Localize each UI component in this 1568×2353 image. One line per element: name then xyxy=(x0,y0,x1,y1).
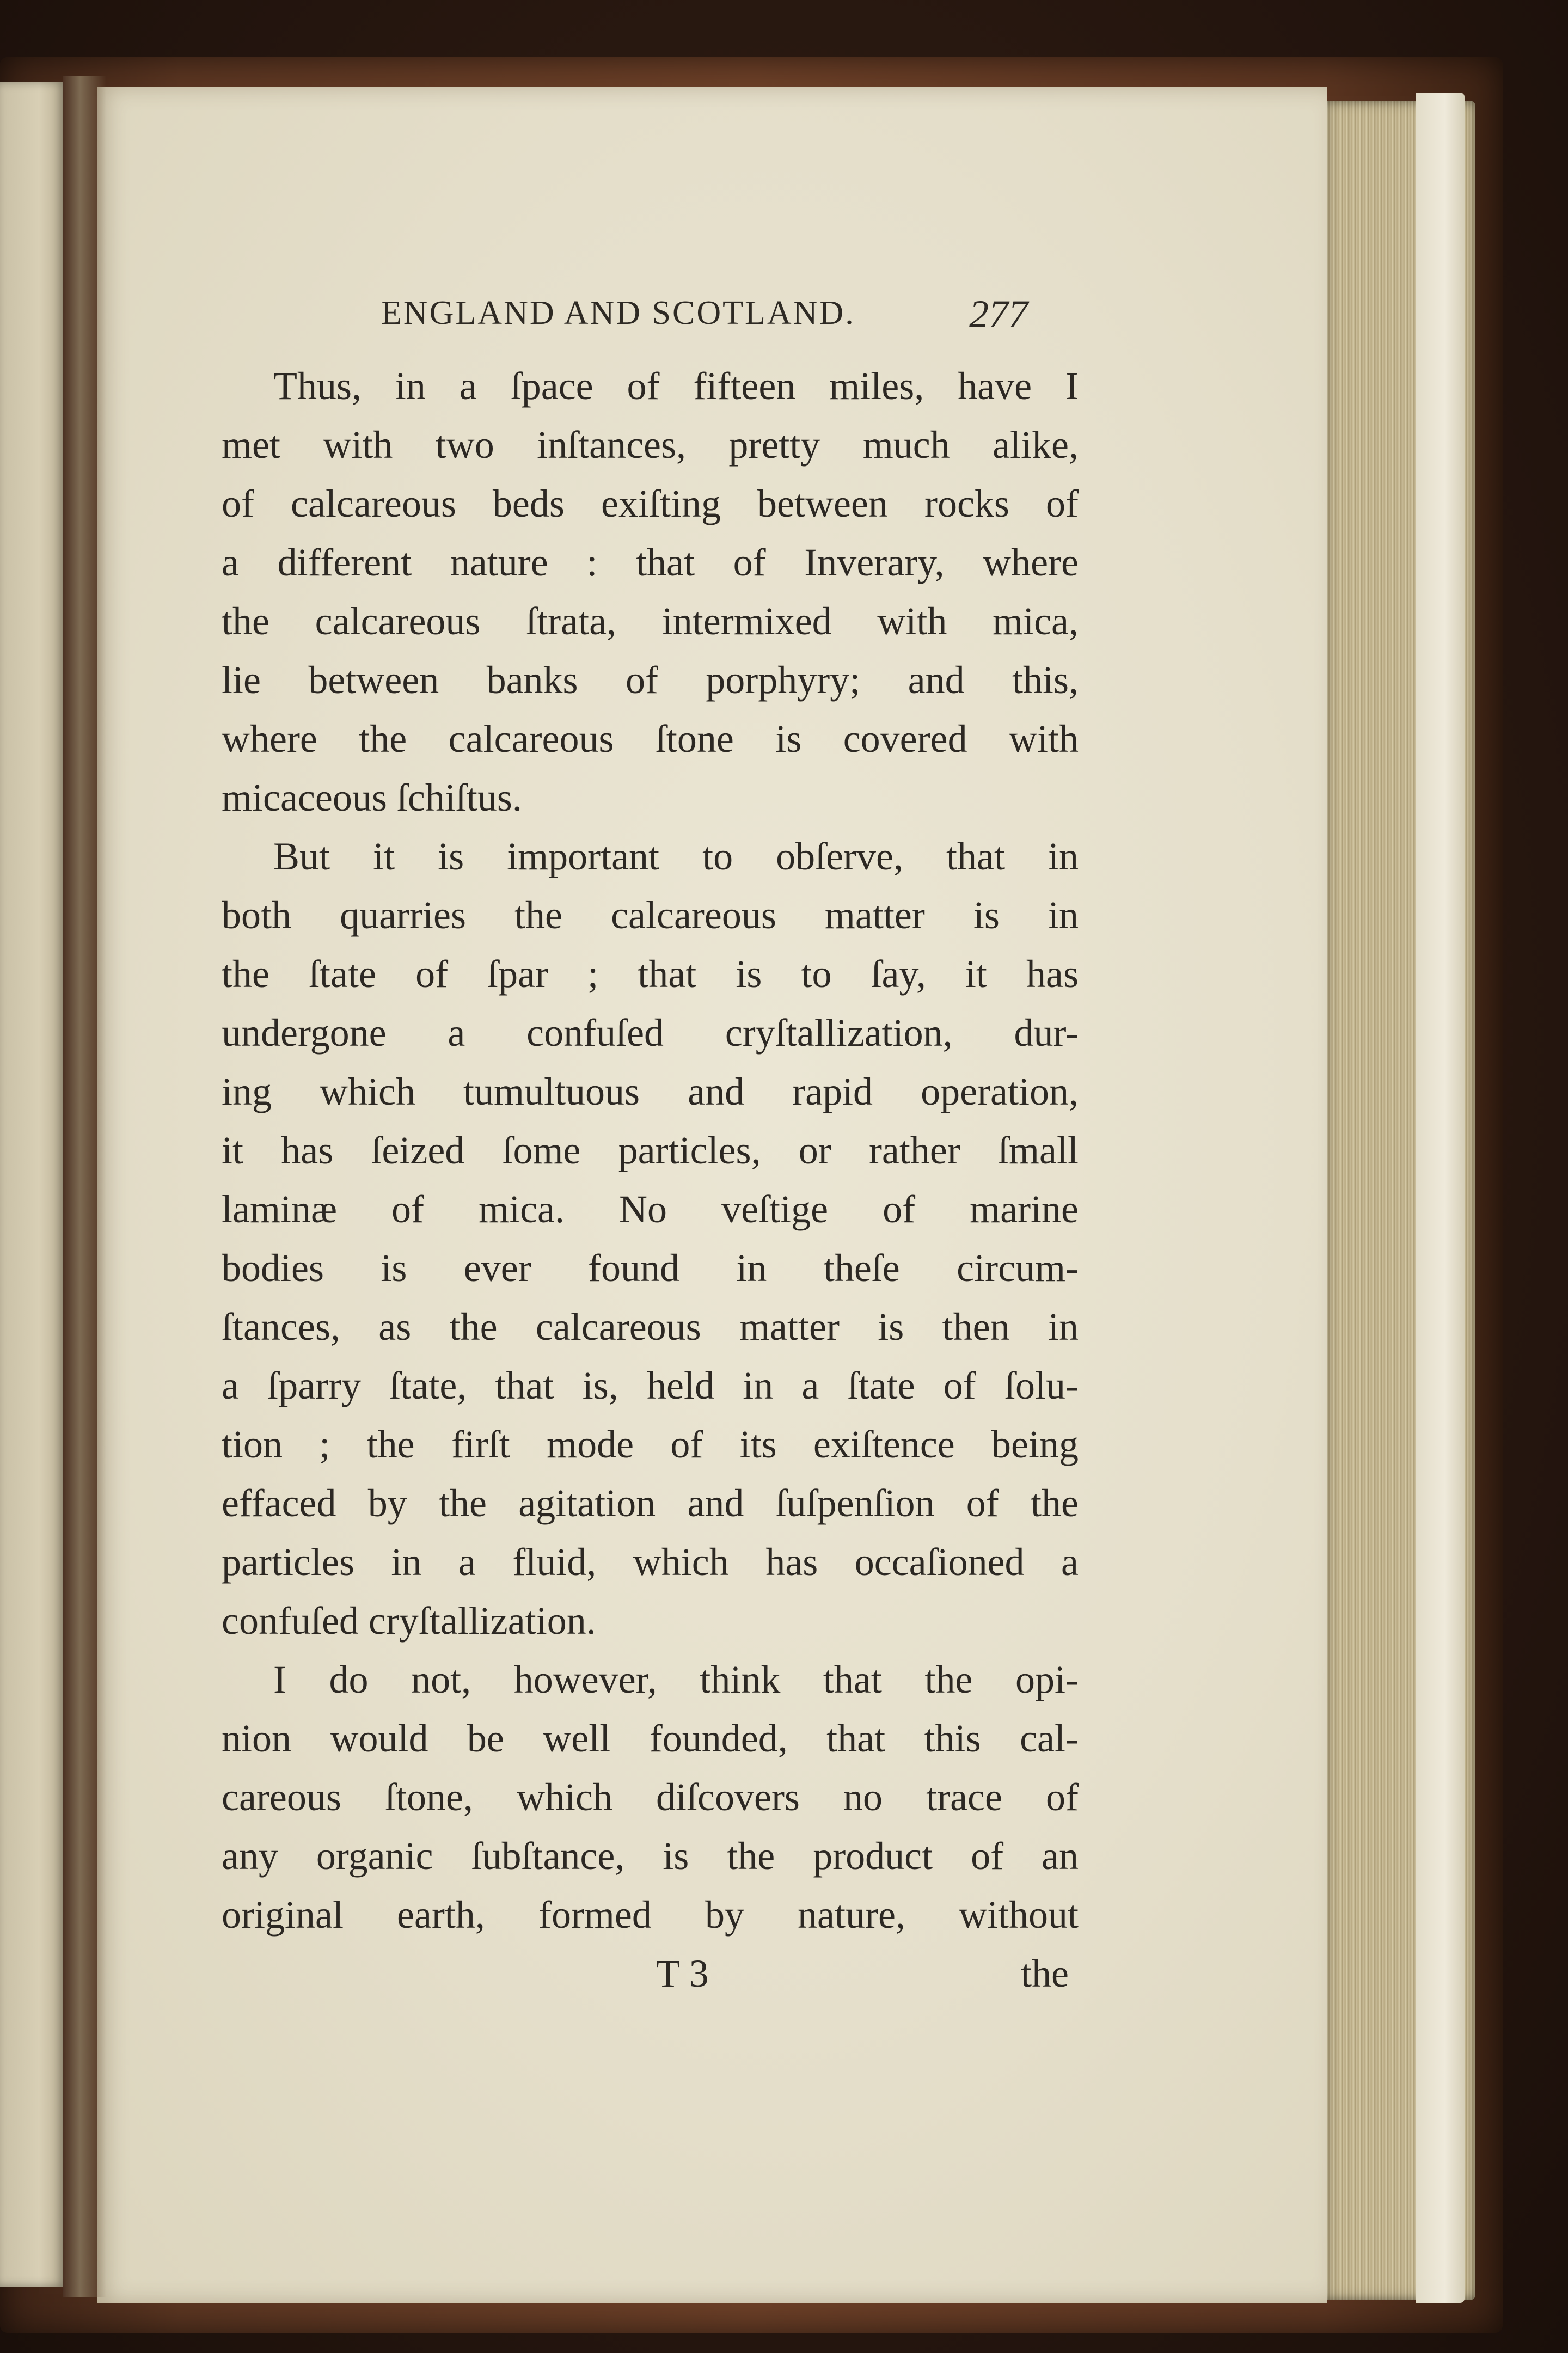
text-line: Thus, in a ſpace of fifteen miles, have I xyxy=(273,364,1079,408)
text-line: confuſed cryſtallization. xyxy=(222,1599,596,1643)
text-line: micaceous ſchiſtus. xyxy=(222,776,522,819)
text-line: of calcareous beds exiſting between rocks of xyxy=(222,482,1079,525)
text-line: I do not, however, think that the opi- xyxy=(273,1658,1079,1701)
text-line: original earth, formed by nature, without xyxy=(222,1893,1079,1937)
text-line: laminæ of mica. No veſtige of marine xyxy=(222,1187,1079,1231)
left-page-edge xyxy=(0,82,65,2287)
text-line: undergone a confuſed cryſtallization, dur- xyxy=(222,1011,1079,1055)
text-line: the ſtate of ſpar ; that is to ſay, it has xyxy=(222,952,1079,996)
text-line: careous ſtone, which diſcovers no trace of xyxy=(222,1775,1079,1819)
text-line: bodies is ever found in theſe circum- xyxy=(222,1246,1079,1290)
text-line: particles in a fluid, which has occaſioned a xyxy=(222,1540,1079,1584)
running-head xyxy=(381,294,1089,338)
page-number: 277 xyxy=(969,292,1028,336)
text-line: effaced by the agitation and ſuſpenſion of the xyxy=(222,1481,1079,1525)
text-line: where the calcareous ſtone is covered with xyxy=(222,717,1079,761)
text-line: both quarries the calcareous matter is in xyxy=(222,893,1079,937)
signature-mark: T 3 xyxy=(656,1952,709,1995)
text-line: ſtances, as the calcareous matter is then in xyxy=(222,1305,1079,1349)
page-fore-edge-light xyxy=(1416,93,1465,2303)
text-line: But it is important to obſerve, that in xyxy=(273,835,1079,878)
running-head-title: ENGLAND AND SCOTLAND. xyxy=(381,295,855,332)
catchword: the xyxy=(1021,1952,1069,1995)
text-line: nion would be well founded, that this cal- xyxy=(222,1717,1079,1760)
text-line: a different nature : that of Inverary, where xyxy=(222,541,1079,584)
text-line: ing which tumultuous and rapid operation, xyxy=(222,1070,1079,1113)
gutter-shadow xyxy=(63,76,106,2297)
text-line: tion ; the firſt mode of its exiſtence being xyxy=(222,1423,1079,1466)
text-line: a ſparry ſtate, that is, held in a ſtate of ſolu- xyxy=(222,1364,1079,1407)
text-line: any organic ſubſtance, is the product of an xyxy=(222,1834,1079,1878)
text-line: lie between banks of porphyry; and this, xyxy=(222,658,1079,702)
text-line: met with two inſtances, pretty much alike, xyxy=(222,423,1079,467)
text-line: the calcareous ſtrata, intermixed with mica, xyxy=(222,599,1079,643)
text-line: it has ſeized ſome particles, or rather ſmall xyxy=(222,1129,1079,1172)
